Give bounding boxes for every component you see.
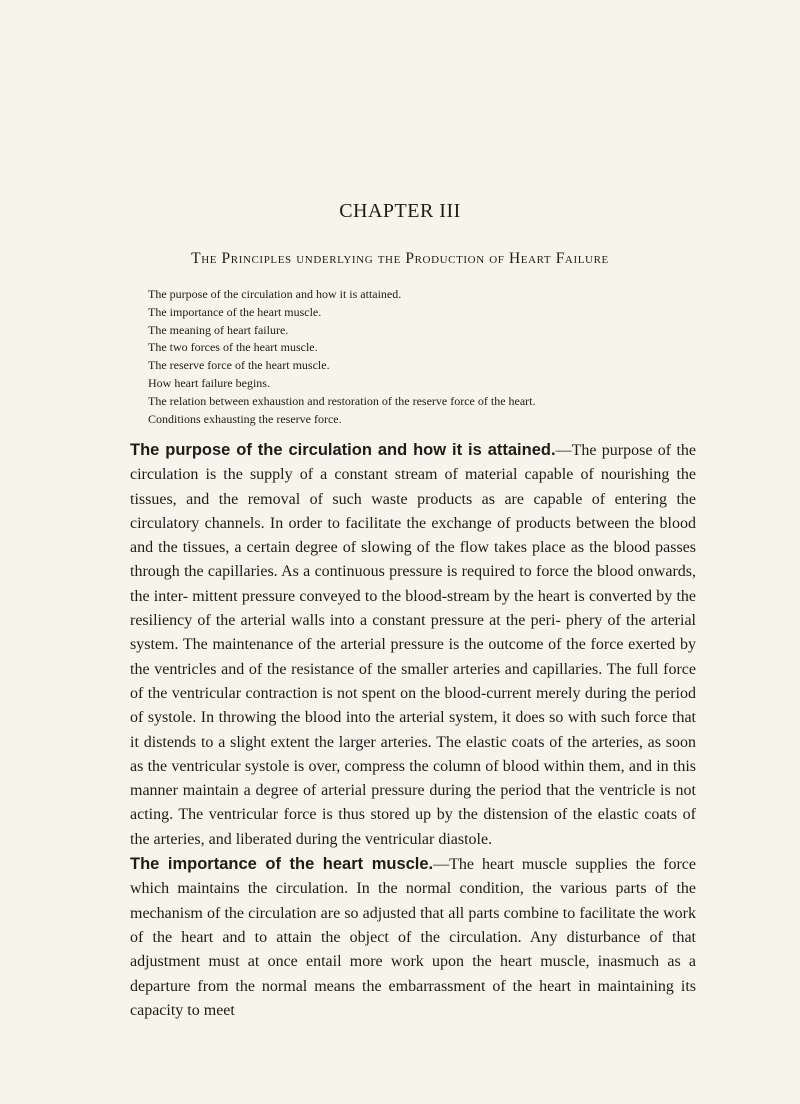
synopsis-item: The relation between exhaustion and restoration of the reserve force of the heart. bbox=[148, 393, 536, 408]
synopsis-item: The importance of the heart muscle. bbox=[148, 304, 322, 319]
chapter-number: CHAPTER III bbox=[339, 200, 461, 222]
synopsis-item: Conditions exhausting the reserve force. bbox=[148, 411, 342, 426]
body-text bbox=[130, 438, 696, 1023]
synopsis-item: The purpose of the circulation and how it is attained. bbox=[148, 287, 402, 301]
synopsis-item: The two forces of the heart muscle. bbox=[148, 340, 318, 355]
chapter-title: The Principles underlying the Production of Heart Failure bbox=[191, 250, 609, 267]
synopsis-item: The reserve force of the heart muscle. bbox=[148, 358, 330, 373]
section-heading: The purpose of the circulation and how it is attained. bbox=[130, 441, 556, 459]
section-heading: The importance of the heart muscle. bbox=[130, 855, 434, 874]
section-text: —The purpose of the circulation is the supply of a constant stream of material capable of nourishing the tissues, and the removal of such waste products as are capable of entering the circulatory channels. In order to facilitate the exchange of products between the blood and the tissues, a certain degree of slowing of the flow takes place as the blood passes through the capillaries. As a continuous pressure is required to force the blood onwards, the inter- mittent pressure conveyed to the blood-stream by the heart is converted by the resiliency of the arterial walls into a constant pressure at the peri- phery of the arterial system. The maintenance of the arterial pressure is the outcome of the force exerted by the ventricles and of the resistance of the smaller arteries and capillaries. The full force of the ventricular contraction is not spent on the blood-current merely during the period of systole. In throwing the blood into the arterial system, it does so with such force that it distends to a slight extent the larger arteries. The elastic coats of the arteries, as soon as the ventricular systole is over, compress the column of blood within them, and in this manner maintain a degree of arterial pressure during the period that the ventricle is not acting. The ventricular force is thus stored up by the distension of the elastic coats of the arteries, and liberated during the ventricular diastole. bbox=[130, 442, 697, 848]
section-text: —The heart muscle supplies the force which maintains the circulation. In the normal condition, the various parts of the mechanism of the circulation are so adjusted that all parts combine to facilitate the work of the heart and to attain the object of the circulation. Any disturbance of that adjustment must at once entail more work upon the heart muscle, inasmuch as a departure from the normal means the embarrassment of the heart in maintaining its capacity to meet bbox=[130, 856, 696, 1019]
paragraph-circulation-purpose bbox=[130, 438, 696, 852]
paragraph-heart-muscle-importance bbox=[130, 852, 696, 1023]
synopsis-item: The meaning of heart failure. bbox=[148, 322, 289, 337]
chapter-synopsis bbox=[148, 286, 768, 428]
synopsis-item: How heart failure begins. bbox=[148, 375, 270, 390]
